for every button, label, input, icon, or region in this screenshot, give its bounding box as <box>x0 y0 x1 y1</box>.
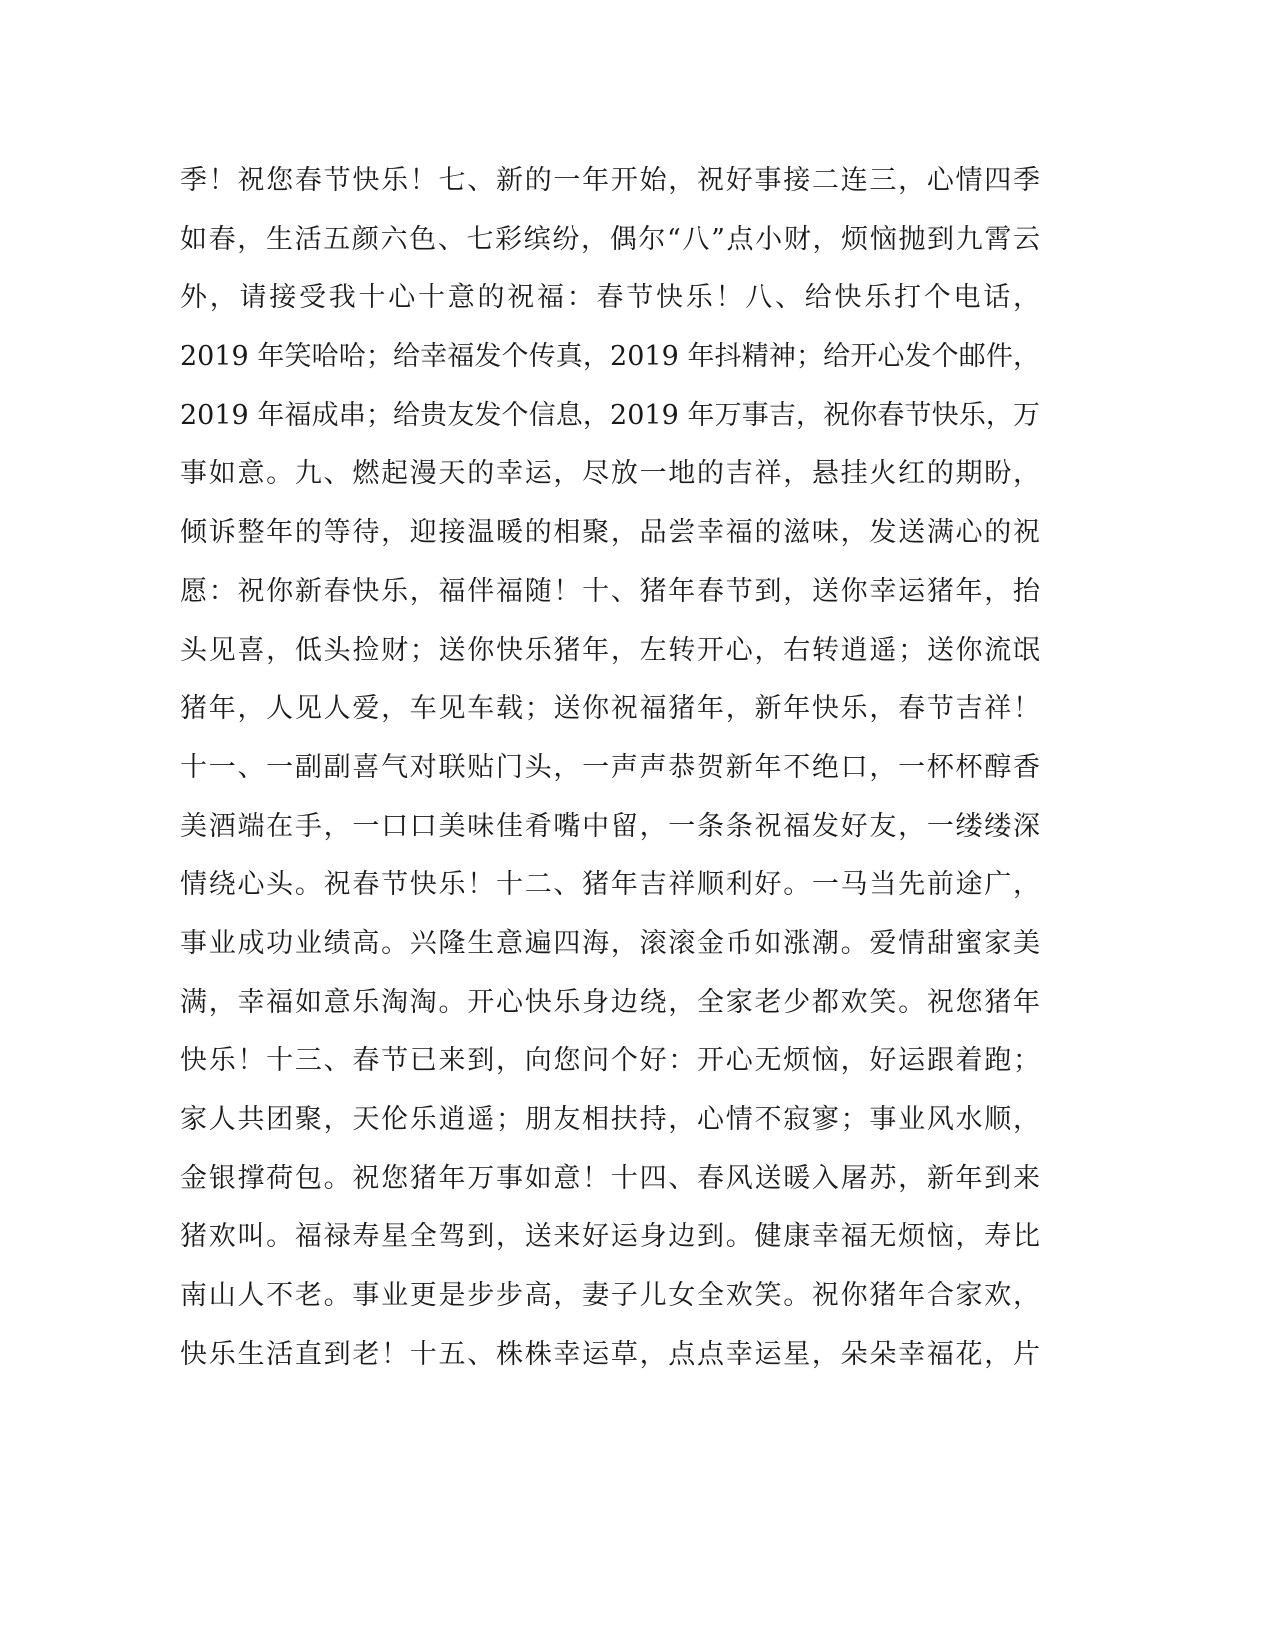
text-line: 愿：祝你新春快乐，福伴福随！十、猪年春节到，送你幸运猪年，抬 <box>180 575 1040 607</box>
text-line: 快乐！十三、春节已来到，向您问个好：开心无烦恼，好运跟着跑； <box>180 1045 1040 1077</box>
text-line: 猪欢叫。福禄寿星全驾到，送来好运身边到。健康幸福无烦恼，寿比 <box>180 1221 1040 1253</box>
text-line: 十一、一副副喜气对联贴门头，一声声恭贺新年不绝口，一杯杯醇香 <box>180 751 1040 783</box>
text-line: 外，请接受我十心十意的祝福：春节快乐！八、给快乐打个电话， <box>180 282 1040 314</box>
text-line: 金银撑荷包。祝您猪年万事如意！十四、春风送暖入屠苏，新年到来 <box>180 1162 1040 1194</box>
text-line: 满，幸福如意乐淘淘。开心快乐身边绕，全家老少都欢笑。祝您猪年 <box>180 986 1040 1018</box>
text-line: 事业成功业绩高。兴隆生意遍四海，滚滚金币如涨潮。爱情甜蜜家美 <box>180 927 1040 959</box>
text-line: 2019 年笑哈哈；给幸福发个传真，2019 年抖精神；给开心发个邮件， <box>180 341 1040 373</box>
text-line: 南山人不老。事业更是步步高，妻子儿女全欢笑。祝你猪年合家欢， <box>180 1280 1040 1312</box>
text-line: 家人共团聚，天伦乐逍遥；朋友相扶持，心情不寂寥；事业风水顺， <box>180 1104 1040 1135</box>
text-line: 倾诉整年的等待，迎接温暖的相聚，品尝幸福的滋味，发送满心的祝 <box>180 517 1040 549</box>
text-line: 美酒端在手，一口口美味佳肴嘴中留，一条条祝福发好友，一缕缕深 <box>180 810 1040 842</box>
text-line: 情绕心头。祝春节快乐！十二、猪年吉祥顺利好。一马当先前途广， <box>180 869 1040 901</box>
text-line: 猪年，人见人爱，车见车载；送你祝福猪年，新年快乐，春节吉祥！ <box>180 693 1040 725</box>
text-line: 2019 年福成串；给贵友发个信息，2019 年万事吉，祝你春节快乐，万 <box>180 399 1040 431</box>
text-line: 事如意。九、燃起漫天的幸运，尽放一地的吉祥，悬挂火红的期盼， <box>180 458 1040 490</box>
text-line: 头见喜，低头捡财；送你快乐猪年，左转开心，右转逍遥；送你流氓 <box>180 634 1040 666</box>
text-line: 如春，生活五颜六色、七彩缤纷，偶尔“八”点小财，烦恼抛到九霄云 <box>180 223 1040 255</box>
body-text <box>180 161 1040 1393</box>
text-line: 快乐生活直到老！十五、株株幸运草，点点幸运星，朵朵幸福花，片 <box>180 1338 1040 1370</box>
text-line: 季！祝您春节快乐！七、新的一年开始，祝好事接二连三，心情四季 <box>180 165 1040 196</box>
